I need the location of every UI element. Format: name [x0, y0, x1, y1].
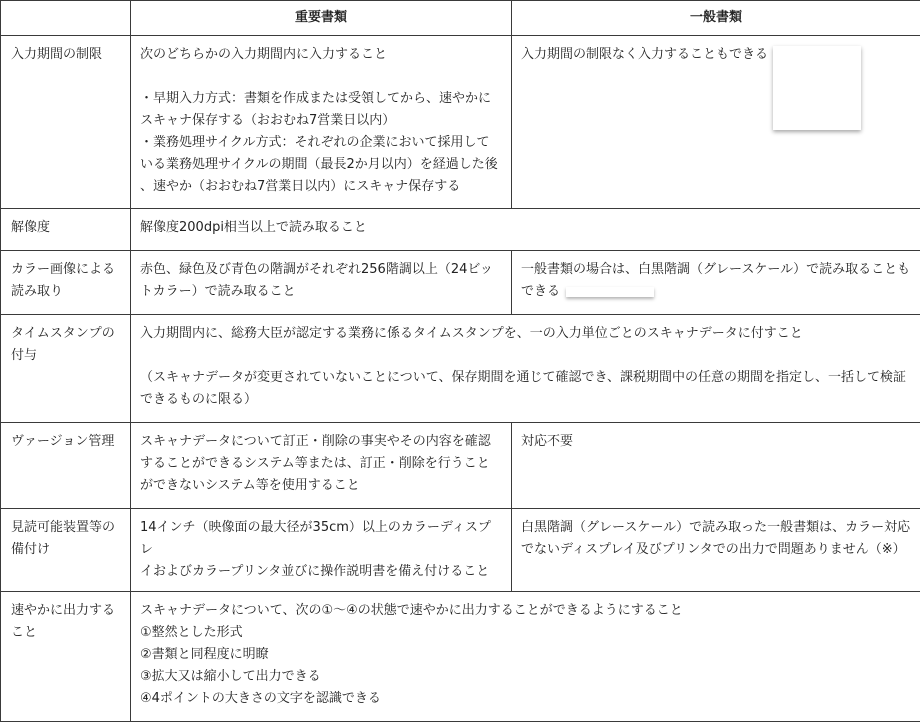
overlay-card — [773, 46, 861, 130]
general-cell: 対応不要 — [512, 423, 920, 509]
important-cell: 14インチ（映像面の最大径が35cm）以上のカラーディスプレ イおよびカラープリンタ並びに操作説明書を備え付けること — [131, 509, 512, 592]
row-label: 入力期間の制限 — [1, 36, 131, 209]
header-blank — [1, 1, 131, 36]
important-cell: スキャナデータについて訂正・削除の事実やその内容を確認 することができるシステム等または、訂正・削除を行うこと ができないシステム等を使用すること — [131, 423, 512, 509]
row-label: 速やかに出力する こと — [1, 592, 131, 722]
row-viewing-equipment — [1, 509, 920, 592]
merged-cell: 入力期間内に、総務大臣が認定する業務に係るタイムスタンプを、一の入力単位ごとのスキャナデータに付すこと （スキャナデータが変更されていないことについて、保存期間を通じて確認でき、課税期間中の任意の期間を指定し、一括して検証 できるものに限る） — [131, 315, 920, 423]
row-resolution — [1, 209, 920, 251]
row-label: タイムスタンプの 付与 — [1, 315, 131, 423]
merged-cell: 解像度200dpi相当以上で読み取ること — [131, 209, 920, 251]
row-label: ヴァージョン管理 — [1, 423, 131, 509]
merged-cell: スキャナデータについて、次の①〜④の状態で速やかに出力することができるようにすること ①整然とした形式 ②書類と同程度に明瞭 ③拡大又は縮小して出力できる ④4ポイントの大きさの文字を認識できる — [131, 592, 920, 722]
row-label: 見読可能装置等の 備付け — [1, 509, 131, 592]
text-line: スキャナ保存する（おおむね7営業日以内） — [140, 113, 396, 128]
row-prompt-output — [1, 592, 920, 722]
important-cell — [131, 36, 512, 209]
row-input-period — [1, 36, 920, 209]
intro-text: 次のどちらかの入力期間内に入力すること — [140, 47, 388, 62]
header-general: 一般書類 — [512, 1, 920, 36]
general-cell: 一般書類の場合は、白黒階調（グレースケール）で読み取ることも できる — [512, 251, 920, 315]
row-label: 解像度 — [1, 209, 131, 251]
general-cell: 白黒階調（グレースケール）で読み取った一般書類は、カラー対応 でないディスプレイ及びプリンタでの出力で問題ありません（※） — [512, 509, 920, 592]
row-timestamp — [1, 315, 920, 423]
row-version-control — [1, 423, 920, 509]
text-line: ・早期入力方式：書類を作成または受領してから、速やかに — [140, 91, 492, 106]
important-cell: 赤色、緑色及び青色の階調がそれぞれ256階調以上（24ビッ トカラー）で読み取ること — [131, 251, 512, 315]
row-color-scan — [1, 251, 920, 315]
text-line: ・業務処理サイクル方式：それぞれの企業において採用して — [140, 135, 490, 150]
overlay-card — [566, 287, 654, 297]
text-line: いる業務処理サイクルの期間（最長2か月以内）を経過した後 — [140, 157, 498, 172]
text-line: 、速やか（おおむね7営業日以内）にスキャナ保存する — [140, 179, 461, 194]
header-row — [1, 1, 920, 36]
header-important: 重要書類 — [131, 1, 512, 36]
row-label: カラー画像による 読み取り — [1, 251, 131, 315]
general-cell: 入力期間の制限なく入力することもできる — [512, 36, 920, 209]
